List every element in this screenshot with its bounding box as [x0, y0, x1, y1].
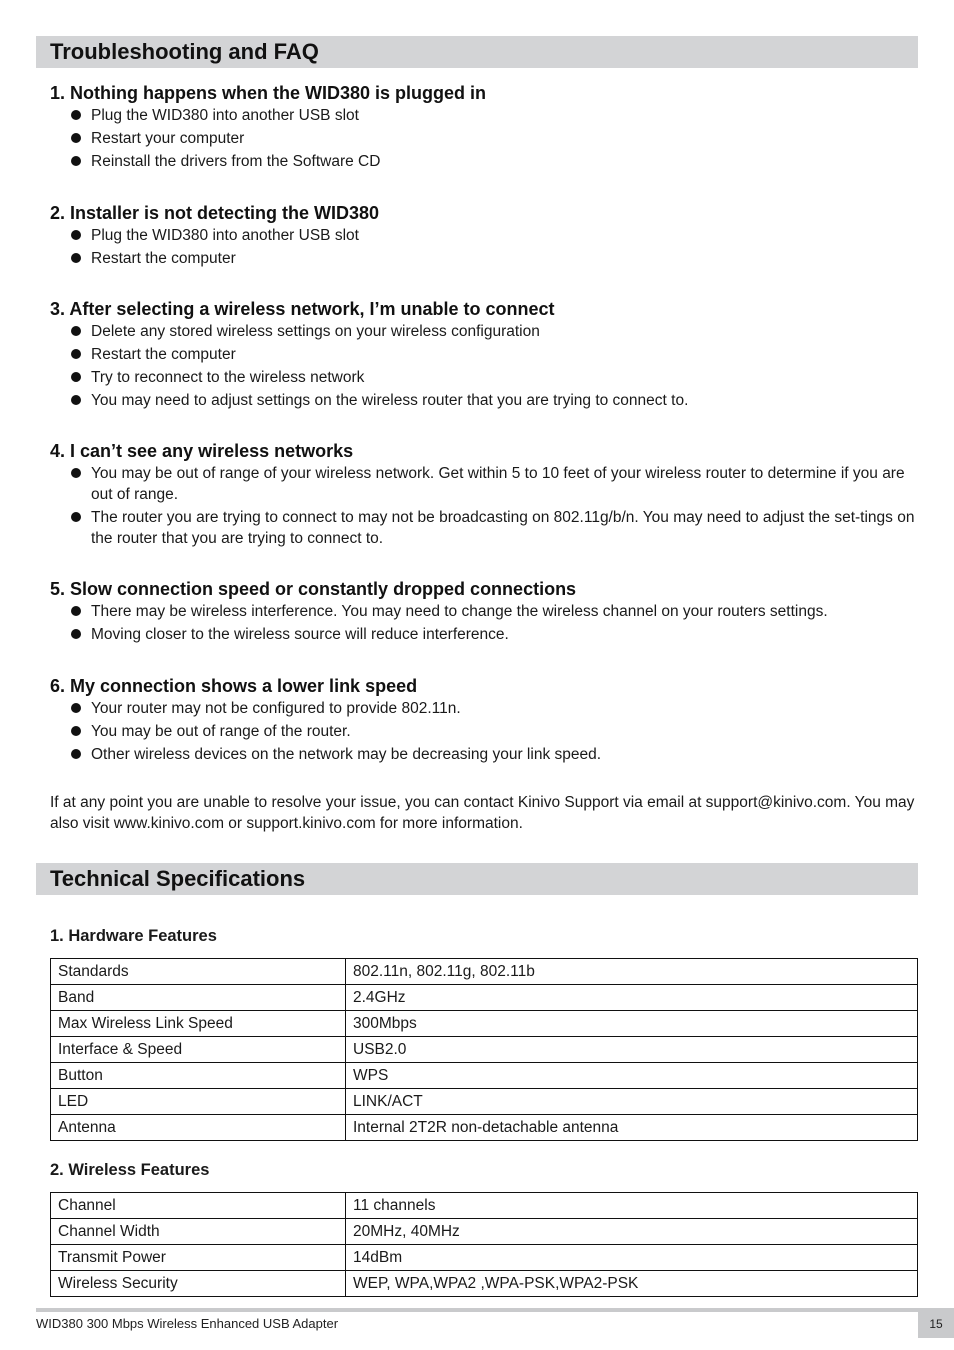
footer-divider	[36, 1308, 954, 1312]
faq-answer-list	[50, 105, 918, 172]
faq-question: 3. After selecting a wireless network, I’m unable to connect	[50, 299, 555, 319]
table-row	[51, 1037, 918, 1063]
spec-label: Antenna	[51, 1115, 346, 1141]
list-item: You may be out of range of your wireless network. Get within 5 to 10 feet of your wireless router to determine if you are out of range.	[50, 463, 918, 505]
spec-label: LED	[51, 1089, 346, 1115]
list-item: Plug the WID380 into another USB slot	[50, 105, 918, 126]
spec-value: 11 channels	[346, 1193, 918, 1219]
hardware-features-table	[50, 958, 918, 1141]
bullet-icon	[71, 468, 81, 478]
wireless-features-title: 2. Wireless Features	[50, 1161, 210, 1179]
spec-value: 20MHz, 40MHz	[346, 1219, 918, 1245]
faq-question: 4. I can’t see any wireless networks	[50, 441, 354, 461]
spec-value: LINK/ACT	[346, 1089, 918, 1115]
list-item: Reinstall the drivers from the Software CD	[50, 151, 918, 172]
faq-answer-list	[50, 698, 918, 765]
bullet-icon	[71, 726, 81, 736]
support-contact-text: If at any point you are unable to resolve your issue, you can contact Kinivo Support via email at support@kinivo.com. You may also visit www.kinivo.com or support.kinivo.com for more information.	[50, 794, 915, 832]
bullet-icon	[71, 372, 81, 382]
hardware-features-title: 1. Hardware Features	[50, 927, 217, 945]
spec-label: Band	[51, 985, 346, 1011]
faq-item	[50, 81, 918, 174]
spec-value: WPS	[346, 1063, 918, 1089]
list-item: Restart the computer	[50, 344, 918, 365]
list-item: Moving closer to the wireless source will reduce interference.	[50, 624, 918, 645]
bullet-icon	[71, 749, 81, 759]
spec-value: 300Mbps	[346, 1011, 918, 1037]
footer-product-name: WID380 300 Mbps Wireless Enhanced USB Adapter	[36, 1316, 339, 1331]
spec-value: 14dBm	[346, 1245, 918, 1271]
list-item: Delete any stored wireless settings on your wireless configuration	[50, 321, 918, 342]
table-row	[51, 1115, 918, 1141]
spec-label: Standards	[51, 959, 346, 985]
list-item: The router you are trying to connect to may not be broadcasting on 802.11g/b/n. You may need to adjust the set-tings on the router that you are trying to connect to.	[50, 507, 918, 549]
list-item: Your router may not be configured to provide 802.11n.	[50, 698, 918, 719]
faq-question: 5. Slow connection speed or constantly dropped connections	[50, 579, 577, 599]
list-item: There may be wireless interference. You may need to change the wireless channel on your routers settings.	[50, 601, 918, 622]
bullet-icon	[71, 230, 81, 240]
faq-answer-list	[50, 463, 918, 549]
table-row	[51, 1219, 918, 1245]
spec-value: 2.4GHz	[346, 985, 918, 1011]
page-number: 15	[918, 1310, 954, 1338]
table-row	[51, 985, 918, 1011]
spec-label: Wireless Security	[51, 1271, 346, 1297]
faq-question: 1. Nothing happens when the WID380 is plugged in	[50, 83, 487, 103]
bullet-icon	[71, 156, 81, 166]
table-row	[51, 959, 918, 985]
bullet-icon	[71, 253, 81, 263]
bullet-icon	[71, 395, 81, 405]
table-row	[51, 1089, 918, 1115]
faq-question: 6. My connection shows a lower link speed	[50, 676, 418, 696]
faq-answer-list	[50, 225, 918, 269]
list-item: You may need to adjust settings on the wireless router that you are trying to connect to.	[50, 390, 918, 411]
specs-heading: Technical Specifications	[36, 863, 918, 895]
table-row	[51, 1193, 918, 1219]
table-row	[51, 1245, 918, 1271]
faq-answer-list	[50, 601, 918, 645]
spec-value: 802.11n, 802.11g, 802.11b	[346, 959, 918, 985]
faq-question: 2. Installer is not detecting the WID380	[50, 203, 380, 223]
faq-item	[50, 201, 918, 271]
faq-item	[50, 674, 918, 767]
bullet-icon	[71, 703, 81, 713]
bullet-icon	[71, 512, 81, 522]
list-item: Other wireless devices on the network may be decreasing your link speed.	[50, 744, 918, 765]
faq-heading: Troubleshooting and FAQ	[36, 36, 918, 68]
wireless-features-table	[50, 1192, 918, 1297]
list-item: Restart the computer	[50, 248, 918, 269]
list-item: Plug the WID380 into another USB slot	[50, 225, 918, 246]
faq-item	[50, 577, 918, 647]
list-item: Restart your computer	[50, 128, 918, 149]
spec-label: Button	[51, 1063, 346, 1089]
table-row	[51, 1011, 918, 1037]
table-row	[51, 1063, 918, 1089]
faq-item	[50, 297, 918, 413]
spec-value: WEP, WPA,WPA2 ,WPA-PSK,WPA2-PSK	[346, 1271, 918, 1297]
list-item: You may be out of range of the router.	[50, 721, 918, 742]
bullet-icon	[71, 110, 81, 120]
spec-label: Channel	[51, 1193, 346, 1219]
spec-value: USB2.0	[346, 1037, 918, 1063]
list-item: Try to reconnect to the wireless network	[50, 367, 918, 388]
bullet-icon	[71, 349, 81, 359]
bullet-icon	[71, 606, 81, 616]
spec-label: Transmit Power	[51, 1245, 346, 1271]
spec-label: Interface & Speed	[51, 1037, 346, 1063]
faq-item	[50, 439, 918, 551]
bullet-icon	[71, 326, 81, 336]
bullet-icon	[71, 133, 81, 143]
spec-value: Internal 2T2R non-detachable antenna	[346, 1115, 918, 1141]
spec-label: Max Wireless Link Speed	[51, 1011, 346, 1037]
faq-answer-list	[50, 321, 918, 411]
spec-label: Channel Width	[51, 1219, 346, 1245]
table-row	[51, 1271, 918, 1297]
bullet-icon	[71, 629, 81, 639]
